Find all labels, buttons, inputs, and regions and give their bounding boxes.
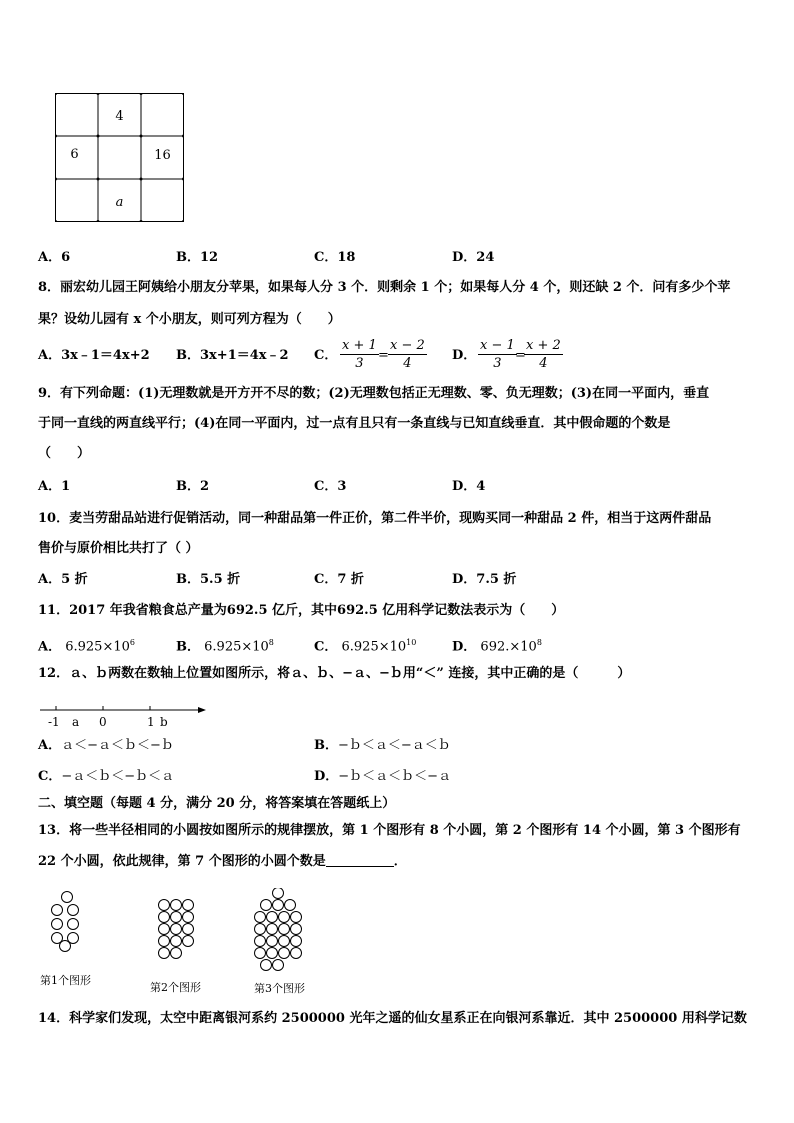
circle-pattern-figures	[40, 888, 340, 983]
grid-cell: a	[115, 195, 124, 210]
q8-c-fraction-right: x − 2 4	[390, 338, 425, 371]
q10-line1: 10．麦当劳甜品站进行促销活动，同一种甜品第一件正价，第二件半价，现购买同一种甜品 2 件，相当于这两件甜品	[38, 511, 712, 526]
axis-label-a: a	[72, 715, 80, 729]
q8-c-fraction-left: x + 1 3	[342, 338, 377, 371]
q11-option-c: C． $6.925\times 10^{10}$	[314, 638, 417, 655]
q7-option-d: D．24	[452, 250, 495, 265]
q8-option-a: A．3x﹣1＝4x+2	[38, 348, 150, 363]
section-title: 二、填空题（每题 4 分，满分 20 分，将答案填在答题纸上）	[38, 796, 396, 811]
q10-option-b: B．5.5 折	[176, 572, 241, 587]
q7-option-c: C．18	[314, 250, 356, 265]
figure-2-caption: 第2个图形	[150, 981, 201, 994]
grid-cell	[141, 179, 184, 222]
grid-cell	[141, 93, 184, 136]
figure-1-circles	[52, 892, 79, 952]
q7-option-a: A．6	[38, 250, 71, 265]
q12-line1: 12．ａ、ｂ两数在数轴上位置如图所示，将ａ、ｂ、−ａ、−ｂ用“＜” 连接，其中正确的是（ ）	[38, 666, 631, 681]
q12-option-a: A．ａ＜−ａ＜ｂ＜−ｂ	[38, 738, 174, 753]
q9-option-b: B．2	[176, 479, 210, 494]
q8-d-equals: =	[515, 348, 526, 363]
q13-line2: 22 个小圆，依此规律，第 7 个图形的小圆个数是 ．	[38, 854, 407, 869]
magic-grid-figure	[55, 93, 184, 222]
q9-line2: 于同一直线的两直线平行；(4)在同一平面内，过一点有且只有一条直线与已知直线垂直．其中假命题的个数是	[38, 416, 671, 431]
q12-option-d: D．−ｂ＜ａ＜ｂ＜−ａ	[314, 769, 452, 784]
q9-line3: （ ）	[38, 446, 91, 461]
q13-line1: 13．将一些半径相同的小圆按如图所示的规律摆放，第 1 个图形有 8 个小圆，第 2 个图形有 14 个小圆，第 3 个图形有	[38, 823, 741, 838]
q12-option-b: B．−ｂ＜ａ＜−ａ＜ｂ	[314, 738, 451, 753]
answer-blank[interactable]	[326, 854, 394, 867]
axis-label-b: b	[160, 715, 168, 729]
q9-option-c: C．3	[314, 479, 347, 494]
q11-line1: 11．2017 年我省粮食总产量为692.5 亿斤，其中692.5 亿用科学记数法表示为（ ）	[38, 603, 565, 618]
q8-d-fraction-right: x + 2 4	[526, 338, 561, 371]
q7-option-b: B．12	[176, 250, 219, 265]
q8-d-fraction-left: x − 1 3	[480, 338, 515, 371]
q10-option-a: A．5 折	[38, 572, 88, 587]
number-line-figure	[38, 700, 210, 730]
q8-option-b: B．3x+1＝4x﹣2	[176, 348, 289, 363]
figure-2-circles	[159, 900, 194, 959]
grid-cell	[55, 93, 98, 136]
q12-option-c: C．−ａ＜ｂ＜−ｂ＜ａ	[38, 769, 175, 784]
figure-3-circles	[255, 888, 302, 971]
q9-option-a: A．1	[38, 479, 71, 494]
q9-option-d: D．4	[452, 479, 486, 494]
axis-label-0: 0	[99, 715, 107, 729]
grid-cell	[98, 136, 141, 179]
q9-line1: 9．有下列命题：(1)无理数就是开方开不尽的数；(2)无理数包括正无理数、零、负无理数；(3)在同一平面内，垂直	[38, 386, 710, 401]
q10-option-c: C．7 折	[314, 572, 364, 587]
axis-label-1: 1	[147, 715, 155, 729]
grid-cell	[55, 179, 98, 222]
grid-cell: 6	[70, 147, 79, 162]
q8-option-d-label: D．	[452, 348, 477, 363]
q10-option-d: D．7.5 折	[452, 572, 517, 587]
q8-c-equals: =	[378, 348, 389, 363]
axis-label-neg1: -1	[48, 715, 60, 729]
q10-line2: 售价与原价相比共打了（ ）	[38, 541, 199, 556]
q11-option-d: D． $692.\times 10^8$	[452, 638, 542, 655]
figure-1-caption: 第1个图形	[40, 974, 91, 987]
q14-line1: 14．科学家们发现，太空中距离银河系约 2500000 光年之遥的仙女星系正在向银河系靠近．其中 2500000 用科学记数	[38, 1011, 747, 1026]
grid-cell: 16	[154, 148, 171, 163]
q8-line2: 果？设幼儿园有 x 个小朋友，则可列方程为（ ）	[38, 312, 341, 327]
q8-line1: 8．丽宏幼儿园王阿姨给小朋友分苹果，如果每人分 3 个．则剩余 1 个；如果每人分 4 个，则还缺 2 个．问有多少个苹	[38, 280, 731, 295]
q11-option-b: B． $6.925\times 10^8$	[176, 638, 274, 655]
q11-option-a: A． $6.925\times 10^6$	[38, 638, 135, 655]
grid-cell: 4	[115, 109, 124, 124]
figure-3-caption: 第3个图形	[254, 982, 305, 995]
q8-option-c-label: C．	[314, 348, 338, 363]
